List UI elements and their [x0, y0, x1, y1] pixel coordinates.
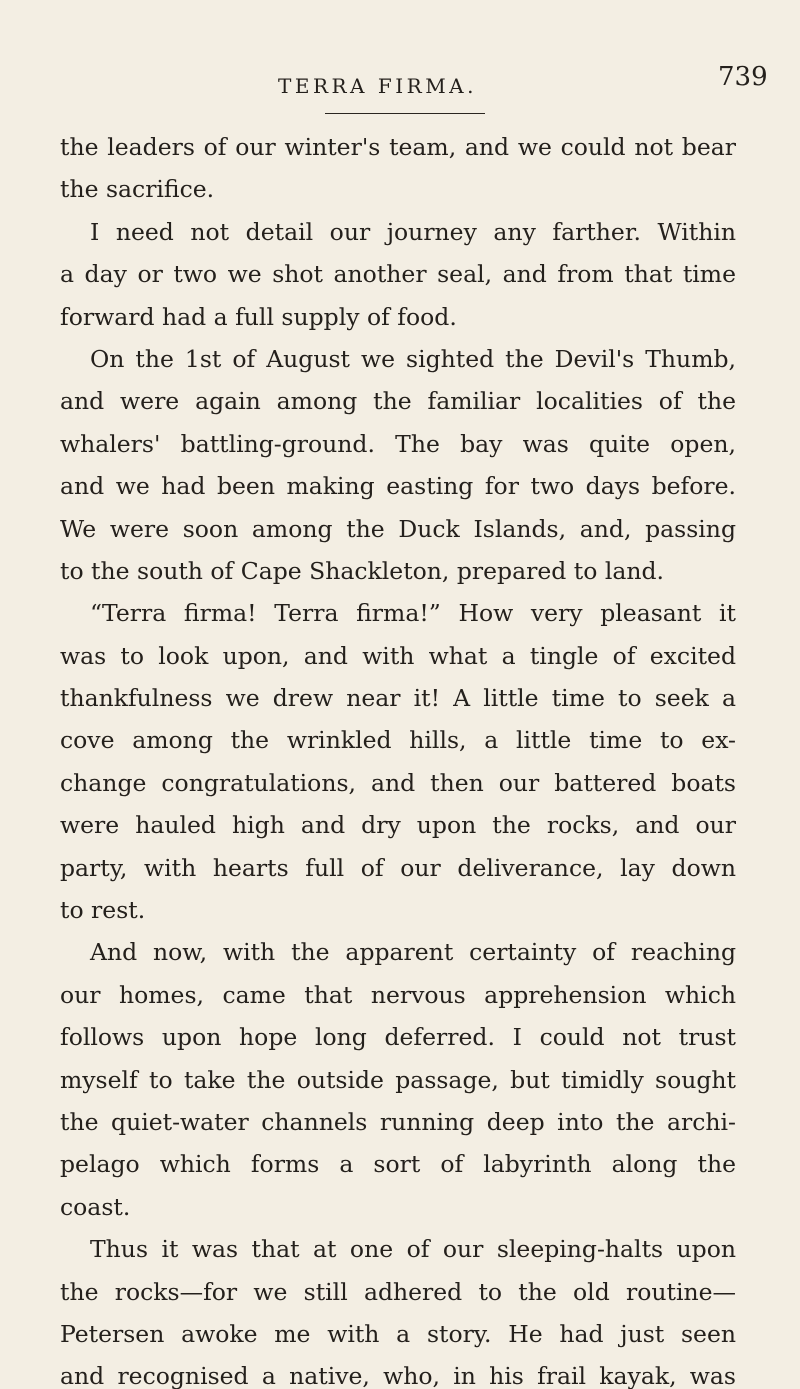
header-rule	[325, 113, 485, 114]
text-line: On the 1st of August we sighted the Devil's Thumb,	[90, 344, 736, 373]
text-line: follows upon hope long deferred. I could not trust	[60, 1023, 736, 1052]
text-line: a day or two we shot another seal, and from that time	[60, 260, 736, 289]
page-number: 739	[718, 62, 768, 92]
text-line: the rocks—for we still adhered to the old routine—	[60, 1277, 736, 1306]
text-line: to the south of Cape Shackleton, prepared to land.	[60, 556, 665, 585]
text-line: coast.	[60, 1192, 131, 1221]
text-line: I need not detail our journey any farther. Within	[90, 217, 736, 246]
text-line: the sacrifice.	[60, 175, 215, 204]
text-line: cove among the wrinkled hills, a little time to ex-	[60, 726, 736, 755]
text-line: was to look upon, and with what a tingle of excited	[60, 641, 736, 670]
text-line: and we had been making easting for two days before.	[60, 472, 736, 501]
text-line: were hauled high and dry upon the rocks, and our	[60, 811, 736, 840]
text-line: and were again among the familiar localities of the	[60, 387, 736, 416]
text-line: whalers' battling-ground. The bay was quite open,	[60, 429, 736, 458]
text-line: Petersen awoke me with a story. He had just seen	[60, 1319, 736, 1348]
running-head: TERRA FIRMA.	[278, 74, 477, 98]
text-line: the leaders of our winter's team, and we could not bear	[60, 133, 736, 161]
text-line: change congratulations, and then our battered boats	[60, 768, 736, 797]
text-line: myself to take the outside passage, but timidly sought	[60, 1065, 736, 1094]
text-line: to rest.	[60, 896, 146, 925]
text-line: Thus it was that at one of our sleeping-halts upon	[90, 1235, 736, 1264]
text-line: And now, with the apparent certainty of reaching	[90, 938, 736, 967]
text-line: pelago which forms a sort of labyrinth along the	[60, 1150, 736, 1179]
text-line: the quiet-water channels running deep into the archi-	[60, 1107, 736, 1136]
text-line: “Terra firma! Terra firma!” How very pleasant it	[90, 599, 736, 628]
text-line: forward had a full supply of food.	[60, 302, 457, 331]
text-line: party, with hearts full of our deliverance, lay down	[60, 853, 736, 882]
text-line: our homes, came that nervous apprehension which	[60, 980, 736, 1009]
body-text	[60, 126, 736, 1389]
text-line: thankfulness we drew near it! A little time to seek a	[60, 684, 736, 713]
text-line: We were soon among the Duck Islands, and, passing	[60, 514, 736, 543]
text-line: and recognised a native, who, in his frail kayak, was	[60, 1362, 736, 1389]
